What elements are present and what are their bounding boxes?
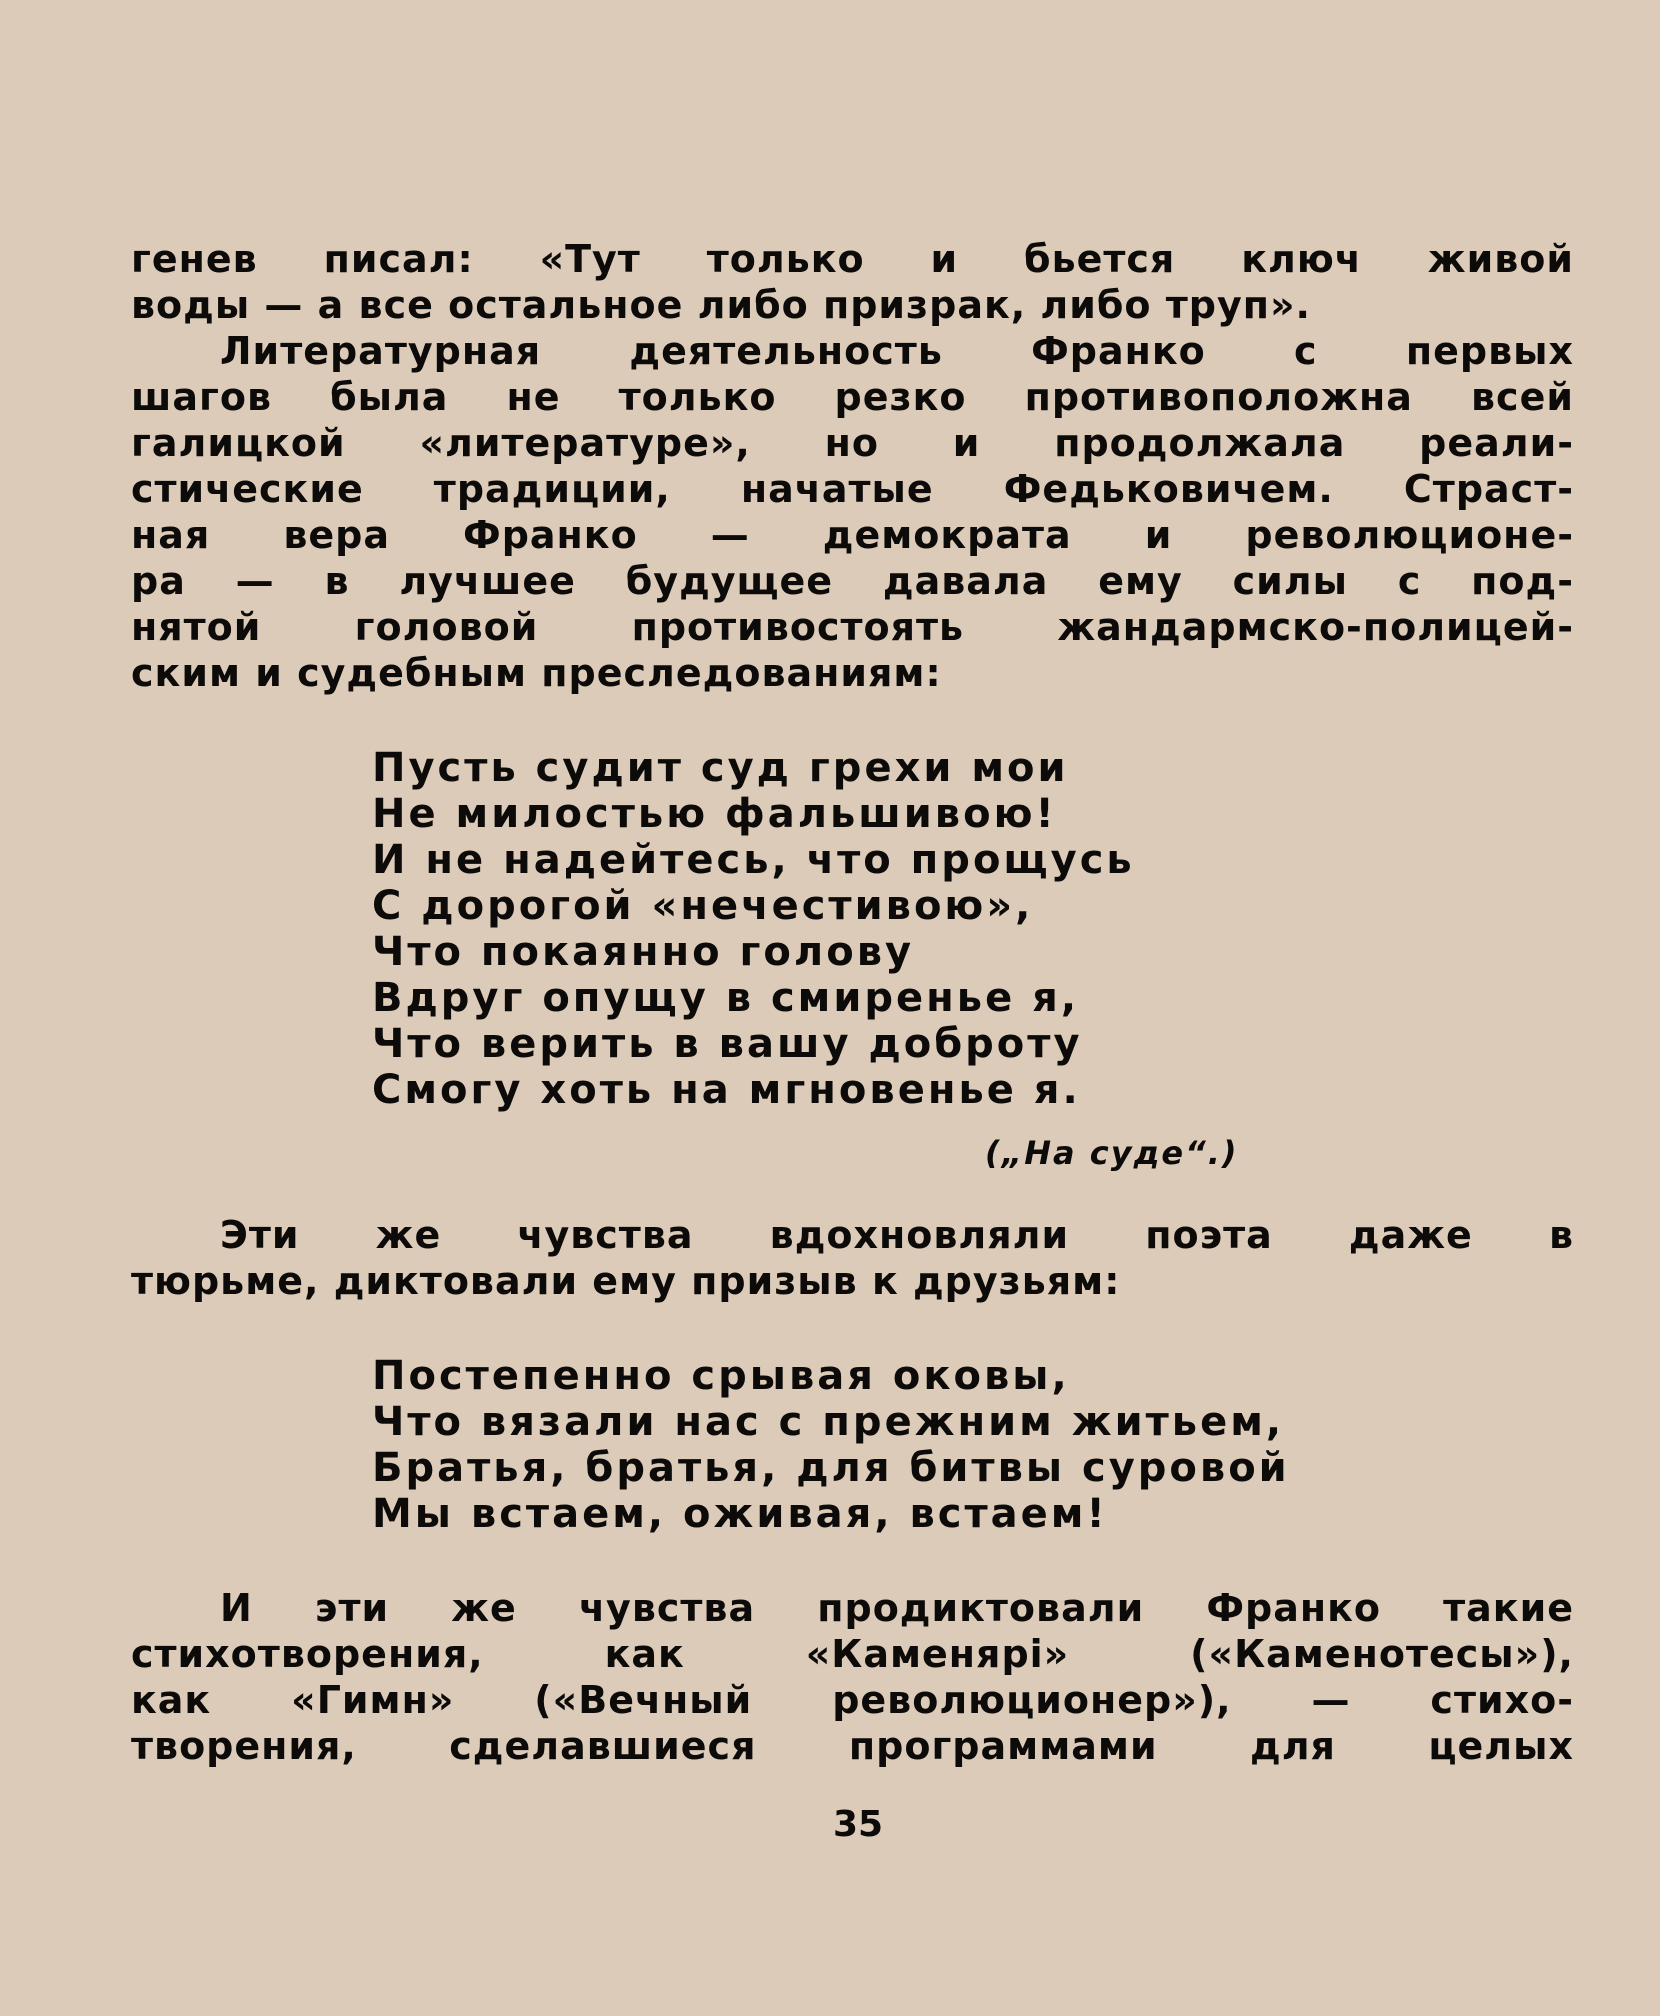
poem-line: Смогу хоть на мгновенье я. xyxy=(372,1067,1081,1113)
paragraph-line: Эти же чувства вдохновляли поэта даже в xyxy=(220,1213,1574,1257)
paragraph-line: генев писал: «Тут только и бьется ключ живой xyxy=(131,237,1574,281)
poem-line: Пусть судит суд грехи мои xyxy=(372,745,1069,791)
paragraph-line: тюрьме, диктовали ему призыв к друзьям: xyxy=(131,1259,1121,1303)
poem-line: Мы встаем, оживая, встаем! xyxy=(372,1491,1108,1537)
paragraph-line: Литературная деятельность Франко с первых xyxy=(220,329,1574,373)
poem-line: Вдруг опущу в смиренье я, xyxy=(372,975,1080,1021)
paragraph-line: стические традиции, начатые Федьковичем. Страст- xyxy=(131,467,1574,511)
poem-line: Что вязали нас с прежним житьем, xyxy=(372,1399,1285,1445)
paragraph-line: И эти же чувства продиктовали Франко такие xyxy=(220,1586,1574,1630)
paragraph-line: ским и судебным преследованиям: xyxy=(131,651,942,695)
paragraph-line: галицкой «литературе», но и продолжала реали- xyxy=(131,421,1574,465)
poem-line: Постепенно срывая оковы, xyxy=(372,1353,1070,1399)
paragraph-line: шагов была не только резко противоположна всей xyxy=(131,375,1574,419)
paragraph-line: нятой головой противостоять жандармско-полицей- xyxy=(131,605,1574,649)
page-number: 35 xyxy=(833,1804,884,1845)
poem-line: Не милостью фальшивою! xyxy=(372,791,1057,837)
poem-source: („На суде“.) xyxy=(985,1134,1239,1172)
poem-line: И не надейтесь, что прощусь xyxy=(372,837,1135,883)
paragraph-line: ная вера Франко — демократа и революционе- xyxy=(131,513,1574,557)
paragraph-line: творения, сделавшиеся программами для целых xyxy=(131,1724,1574,1768)
paragraph-line: как «Гимн» («Вечный революционер»), — стихо- xyxy=(131,1678,1574,1722)
poem-line: Братья, братья, для битвы суровой xyxy=(372,1445,1290,1491)
paragraph-line: воды — а все остальное либо призрак, либо труп». xyxy=(131,283,1311,327)
poem-line: Что верить в вашу доброту xyxy=(372,1021,1083,1067)
poem-line: Что покаянно голову xyxy=(372,929,915,975)
paragraph-line: стихотворения, как «Каменярі» («Каменотесы»), xyxy=(131,1632,1574,1676)
poem-line: С дорогой «нечестивою», xyxy=(372,883,1034,929)
paragraph-line: ра — в лучшее будущее давала ему силы с под- xyxy=(131,559,1574,603)
